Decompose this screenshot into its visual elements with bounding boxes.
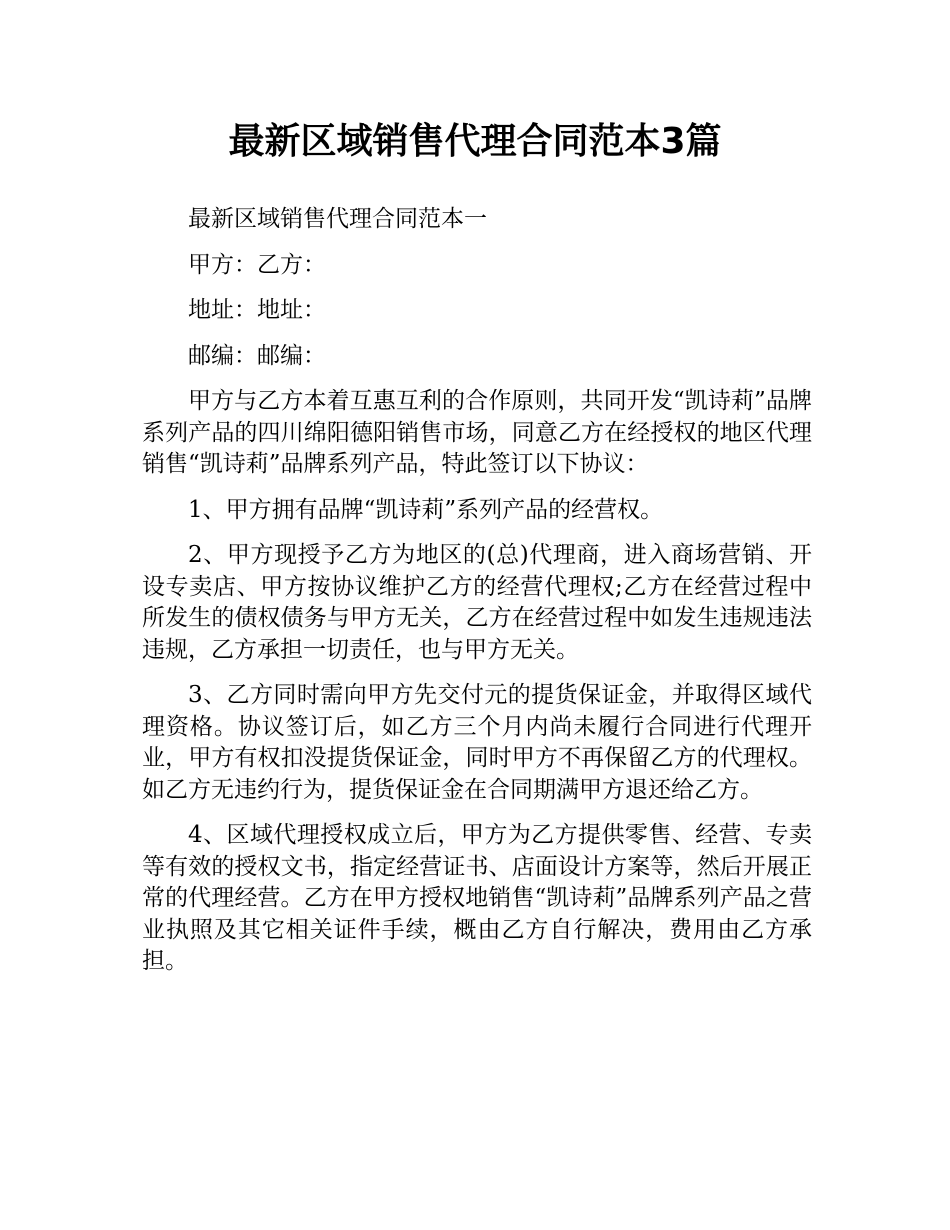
clause-3: 3、乙方同时需向甲方先交付元的提货保证金，并取得区域代理资格。协议签订后，如乙方三个月内尚未履行合同进行代理开业，甲方有权扣没提货保证金，同时甲方不再保留乙方的代理权。如乙方无违约行为，提货保证金在合同期满甲方退还给乙方。 [142, 682, 812, 803]
party-line: 甲方：乙方： [188, 251, 326, 278]
address-line: 地址：地址： [188, 297, 326, 323]
contract-subtitle: 最新区域销售代理合同范本一 [188, 206, 487, 232]
document-body [142, 204, 812, 992]
document-title: 最新区域销售代理合同范本3篇 [228, 121, 722, 162]
clause-4: 4、区域代理授权成立后，甲方为乙方提供零售、经营、专卖等有效的授权文书，指定经营证书、店面设计方案等，然后开展正常的代理经营。乙方在甲方授权地销售“凯诗莉”品牌系列产品之营业执照及其它相关证件手续，概由乙方自行解决，费用由乙方承担。 [142, 822, 812, 974]
clause-2: 2、甲方现授予乙方为地区的(总)代理商，进入商场营销、开设专卖店、甲方按协议维护乙方的经营代理权;乙方在经营过程中所发生的债权债务与甲方无关，乙方在经营过程中如发生违规违法违规，乙方承担一切责任，也与甲方无关。 [142, 542, 812, 663]
clause-1: 1、甲方拥有品牌“凯诗莉”系列产品的经营权。 [188, 496, 664, 523]
preamble-paragraph: 甲方与乙方本着互惠互利的合作原则，共同开发“凯诗莉”品牌系列产品的四川绵阳德阳销售市场，同意乙方在经授权的地区代理销售“凯诗莉”品牌系列产品，特此签订以下协议： [142, 388, 812, 477]
postcode-line: 邮编：邮编： [188, 342, 326, 369]
